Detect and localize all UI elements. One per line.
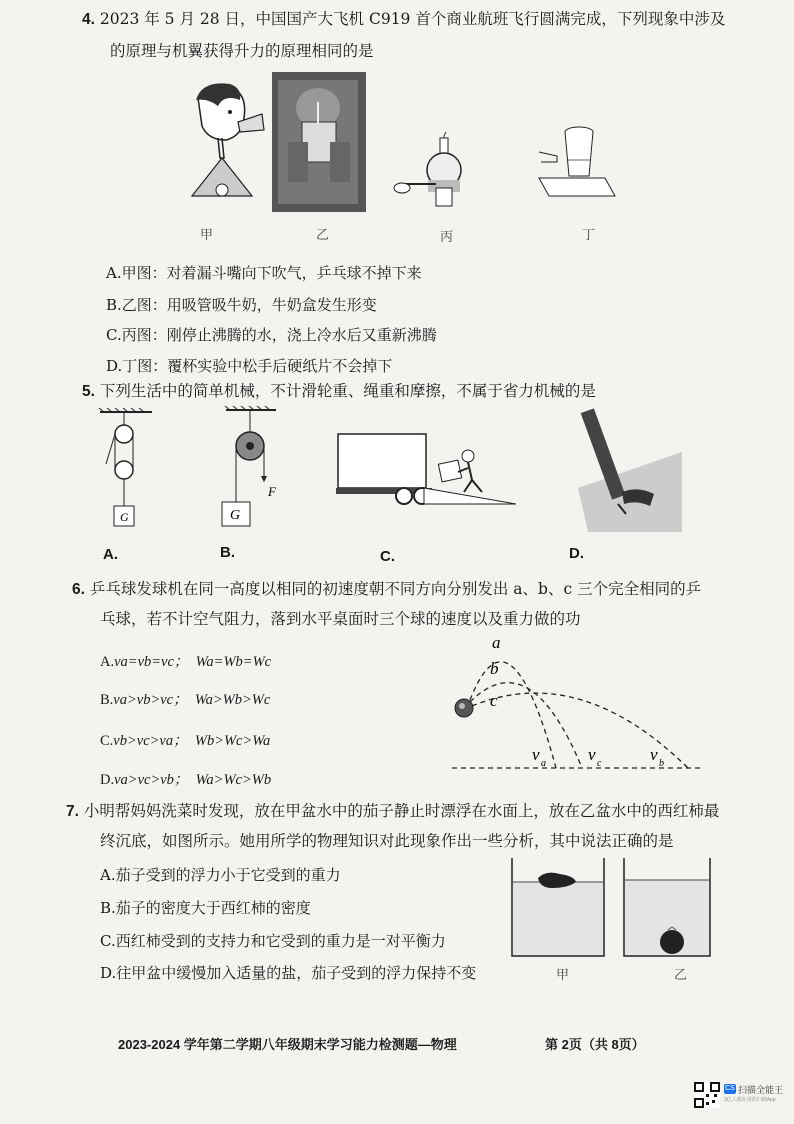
q6-option-c-v: vb>vc>va； xyxy=(113,733,188,749)
q5-figure-d-claw-hammer xyxy=(578,408,682,532)
q5-a-weight-label: G xyxy=(120,510,129,524)
q6-label-c: c xyxy=(490,691,498,710)
q5-option-d[interactable]: D. xyxy=(569,545,584,562)
q5-figure-a-pulley-block xyxy=(96,408,156,532)
q6-label-vb: v xyxy=(650,745,658,764)
q7-basin-diagram xyxy=(508,856,714,960)
q6-option-a-w: Wa=Wb=Wc xyxy=(195,654,272,670)
q6-option-d[interactable] xyxy=(100,768,271,789)
footer-title: 2023-2024 学年第二学期八年级期末学习能力检测题—物理 xyxy=(118,1037,457,1052)
q6-option-c[interactable] xyxy=(100,729,270,750)
q4-caption-ding: 丁 xyxy=(582,228,596,243)
q5-option-a[interactable]: A. xyxy=(103,546,118,563)
q4-number: 4. xyxy=(82,11,95,28)
q6-option-c-w: Wb>Wc>Wa xyxy=(194,733,271,749)
q6-option-a[interactable] xyxy=(100,650,271,671)
q7-option-d[interactable]: D.往甲盆中缓慢加入适量的盐，茄子受到的浮力保持不变 xyxy=(100,964,477,982)
q6-option-b-w: Wa>Wb>Wc xyxy=(194,692,271,708)
q6-option-c-letter: C. xyxy=(100,733,114,749)
q4-option-a[interactable]: A.甲图：对着漏斗嘴向下吹气，乒乓球不掉下来 xyxy=(106,264,422,282)
q4-caption-yi: 乙 xyxy=(316,228,330,243)
q7-caption-jia: 甲 xyxy=(556,968,570,983)
q4-option-d[interactable]: D.丁图：覆杯实验中松手后硬纸片不会掉下 xyxy=(106,357,393,375)
q5-figure-c-ramp xyxy=(336,432,528,512)
q7-line1: 小明帮妈妈洗菜时发现，放在甲盆水中的茄子静止时漂浮在水面上，放在乙盆水中的西红柿最 xyxy=(83,802,720,820)
q6-line1: 乒乓球发球机在同一高度以相同的初速度朝不同方向分别发出 a、b、c 三个完全相同的乒 xyxy=(89,580,702,598)
q6-stem xyxy=(72,578,701,601)
q6-trajectory-diagram xyxy=(440,632,710,778)
q4-figure-jia xyxy=(178,78,268,210)
q7-option-a[interactable]: A.茄子受到的浮力小于它受到的重力 xyxy=(100,866,341,884)
q7-caption-yi: 乙 xyxy=(674,968,688,983)
q7-number: 7. xyxy=(66,803,79,820)
q4-caption-bing: 丙 xyxy=(440,230,454,245)
q7-line2: 终沉底，如图所示。她用所学的物理知识对此现象作出一些分析，其中说法正确的是 xyxy=(100,832,674,850)
q6-option-b-v: va>vb>vc； xyxy=(113,692,188,708)
q6-option-a-letter: A. xyxy=(100,654,115,670)
q7-tomato xyxy=(660,930,684,954)
q4-figure-bing xyxy=(392,128,476,212)
scanner-name: 扫描全能王 xyxy=(738,1085,784,1095)
q6-label-va-sub: a xyxy=(541,758,546,769)
q6-number: 6. xyxy=(72,581,85,598)
q6-label-b: b xyxy=(490,659,499,678)
q4-figure-yi xyxy=(272,72,366,212)
q6-line2: 乓球，若不计空气阻力，落到水平桌面时三个球的速度以及重力做的功 xyxy=(100,610,581,628)
q5-number: 5. xyxy=(82,383,95,400)
scanner-watermark xyxy=(694,1082,786,1114)
q4-caption-jia: 甲 xyxy=(200,228,214,243)
q6-path-a xyxy=(470,662,556,768)
q6-option-b-letter: B. xyxy=(100,692,114,708)
scanner-logo-icon: CS xyxy=(725,1085,735,1092)
q4-option-c[interactable]: C.丙图：刚停止沸腾的水，浇上冷水后又重新沸腾 xyxy=(106,326,437,344)
q6-label-a: a xyxy=(492,633,501,652)
q4-line1: 2023 年 5 月 28 日，中国国产大飞机 C919 首个商业航班飞行圆满完成，下列现象中涉及 xyxy=(99,10,726,28)
q6-label-vb-sub: b xyxy=(659,758,664,769)
q4-stem xyxy=(82,8,725,31)
q5-option-b[interactable]: B. xyxy=(220,544,235,561)
q5-b-force-label: F xyxy=(268,484,276,499)
q7-option-b[interactable]: B.茄子的密度大于西红柿的密度 xyxy=(100,899,311,917)
q5-option-c[interactable]: C. xyxy=(380,548,395,565)
qr-code-icon xyxy=(694,1082,720,1108)
q6-option-d-w: Wa>Wc>Wb xyxy=(195,772,272,788)
q6-option-b[interactable] xyxy=(100,688,270,709)
q4-option-b[interactable]: B.乙图：用吸管吸牛奶，牛奶盒发生形变 xyxy=(106,296,377,314)
q5-stem xyxy=(82,380,596,403)
q7-stem xyxy=(66,800,719,823)
q6-option-d-v: va>vc>vb； xyxy=(114,772,189,788)
q5-text: 下列生活中的简单机械，不计滑轮重、绳重和摩擦，不属于省力机械的是 xyxy=(99,382,596,400)
q4-line2: 的原理与机翼获得升力的原理相同的是 xyxy=(110,42,374,60)
q6-label-vc: v xyxy=(588,745,596,764)
q4-figure-ding xyxy=(535,120,617,198)
q6-option-d-letter: D. xyxy=(100,772,115,788)
q6-label-va: v xyxy=(532,745,540,764)
q7-option-c[interactable]: C.西红柿受到的支持力和它受到的重力是一对平衡力 xyxy=(100,932,446,950)
q6-option-a-v: va=vb=vc； xyxy=(114,654,189,670)
q5-figure-b-fixed-pulley xyxy=(210,406,290,530)
scanner-tagline: 3亿人都在用的扫描App xyxy=(724,1097,776,1103)
q6-label-vc-sub: c xyxy=(597,758,602,769)
q5-b-weight-label: G xyxy=(230,508,241,523)
footer-page-number: 第 2页（共 8页） xyxy=(545,1037,645,1052)
